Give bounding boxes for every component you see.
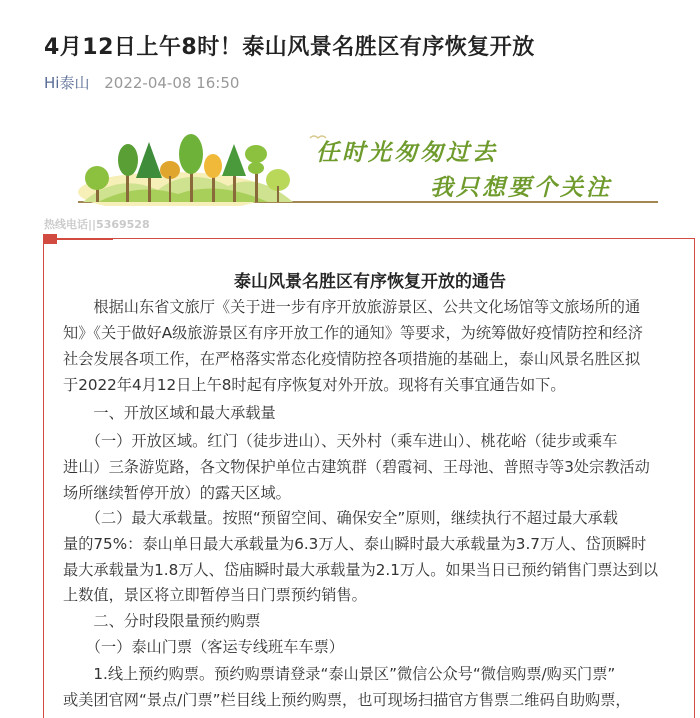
- notice-line: 根据山东省文旅厅《关于进一步有序开放旅游景区、公共文化场馆等文旅场所的通: [63, 298, 641, 316]
- notice-line: 1.线上预约购票。预约购票请登录“泰山景区”微信公众号“微信购票/购买门票”: [63, 665, 616, 683]
- notice-line: 量的75%：泰山单日最大承载量为6.3万人、泰山瞬时最大承载量为3.7万人、岱顶瞬时: [63, 535, 647, 553]
- article-title: 4月12日上午8时！泰山风景名胜区有序恢复开放: [44, 35, 535, 60]
- notice-box: [43, 238, 695, 718]
- hotline-text: 热线电话||5369528: [44, 218, 150, 231]
- publish-date: 2022-04-08 16:50: [104, 74, 240, 92]
- notice-line: 进山）三条游览路，各文物保护单位古建筑群（碧霞祠、王母池、普照寺等3处宗教活动: [63, 458, 650, 476]
- banner-slogan-line1: 任时光匆匆过去: [316, 139, 498, 166]
- article-meta: [44, 72, 239, 93]
- notice-line: 知》《关于做好A级旅游景区有序开放工作的通知》等要求，为统筹做好疫情防控和经济: [63, 324, 643, 342]
- notice-title: 泰山风景名胜区有序恢复开放的通告: [234, 272, 506, 292]
- banner-slogan-line2: 我只想要个关注: [430, 174, 612, 201]
- section-heading: 二、分时段限量预约购票: [63, 612, 261, 630]
- notice-line: 社会发展各项工作，在严格落实常态化疫情防控各项措施的基础上，泰山风景名胜区拟: [63, 350, 641, 368]
- author-link[interactable]: Hi泰山: [44, 74, 90, 92]
- notice-line: （一）开放区域。红门（徒步进山）、天外村（乘车进山）、桃花峪（徒步或乘车: [63, 432, 618, 450]
- notice-line: 于2022年4月12日上午8时起有序恢复对外开放。现将有关事宜通告如下。: [63, 376, 566, 394]
- notice-line: 或美团官网“景点/门票”栏目线上预约购票，也可现场扫描官方售票二维码自助购票，: [63, 691, 631, 709]
- subsection-heading: （一）泰山门票（客运专线班车车票）: [63, 638, 344, 656]
- notice-line: （二）最大承载量。按照“预留空间、确保安全”原则，继续执行不超过最大承载: [63, 509, 618, 527]
- notice-line: 最大承载量为1.8万人、岱庙瞬时最大承载量为2.1万人。如果当日已预约销售门票达到以: [63, 561, 659, 579]
- section-heading: 一、开放区域和最大承载量: [63, 404, 276, 422]
- notice-line: 场所继续暂停开放）的露天区域。: [63, 484, 291, 502]
- notice-line: 上数值，景区将立即暂停当日门票预约销售。: [63, 586, 367, 604]
